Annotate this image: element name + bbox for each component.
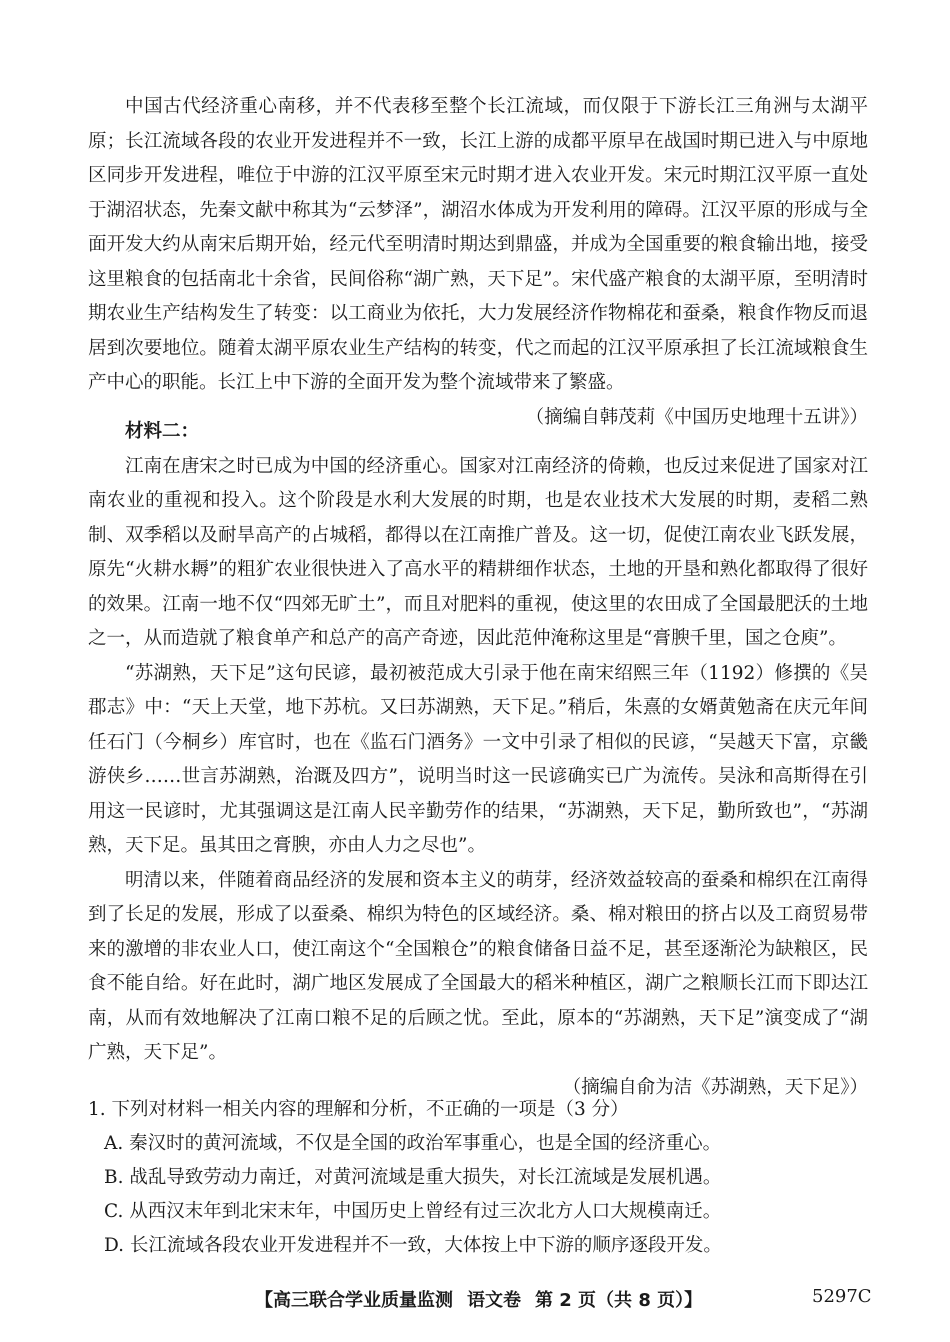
option-c: C. 从西汉末年到北宋末年，中国历史上曾经有过三次北方人口大规模南迁。 xyxy=(104,1201,722,1222)
page-footer xyxy=(0,1286,950,1318)
option-a: A. 秦汉时的黄河流域，不仅是全国的政治军事重心，也是全国的经济重心。 xyxy=(104,1133,722,1154)
material-two-paragraph-3: 明清以来，伴随着商品经济的发展和资本主义的萌芽，经济效益较高的蚕桑和棉织在江南得到了长足的发展，形成了以蚕桑、棉织为特色的区域经济。桑、棉对粮田的挤占以及工商贸易带来的激增的非农业人口，使江南这个“全国粮仓”的粮食储备日益不足，甚至逐渐沦为缺粮区，民食不能自给。好在此时，湖广地区发展成了全国最大的稻米种植区，湖广之粮顺长江而下即达江南，从而有效地解决了江南口粮不足的后顾之忧。至此，原本的“苏湖熟，天下足”演变成了“湖广熟，天下足”。 xyxy=(88,869,868,1063)
material-one-source: （摘编自韩茂莉《中国历史地理十五讲》） xyxy=(525,406,868,428)
option-d: D. 长江流域各段农业开发进程并不一致，大体按上中下游的顺序逐段开发。 xyxy=(104,1235,722,1256)
material-two-source: （摘编自俞为洁《苏湖熟，天下足》） xyxy=(562,1076,868,1098)
question-one xyxy=(88,1093,868,1263)
footer-paper-code: 5297C xyxy=(812,1286,872,1307)
footer-page-number: 第 2 页（共 8 页）】 xyxy=(535,1290,703,1311)
material-two-heading: 材料二： xyxy=(125,421,200,442)
material-two-paragraph-1: 江南在唐宋之时已成为中国的经济重心。国家对江南经济的倚赖，也反过来促进了国家对江南农业的重视和投入。这个阶段是水利大发展的时期，也是农业技术大发展的时期，麦稻二熟制、双季稻以及耐旱高产的占城稻，都得以在江南推广普及。这一切，促使江南农业飞跃发展，原先“火耕水耨”的粗犷农业很快进入了高水平的精耕细作状态，土地的开垦和熟化都取得了很好的效果。江南一地不仅“四郊无旷土”，而且对肥料的重视，使这里的农田成了全国最肥沃的土地之一，从而造就了粮食单产和总产的高产奇迹，因此范仲淹称这里是“膏腴千里，国之仓庾”。 xyxy=(88,455,868,649)
material-one xyxy=(88,90,868,435)
material-one-paragraph: 中国古代经济重心南移，并不代表移至整个长江流域，而仅限于下游长江三角洲与太湖平原；长江流域各段的农业开发进程并不一致，长江上游的成都平原早在战国时期已进入与中原地区同步开发进程，唯位于中游的江汉平原至宋元时期才进入农业开发。宋元时期江汉平原一直处于湖沼状态，先秦文献中称其为“云梦泽”，湖沼水体成为开发利用的障碍。江汉平原的形成与全面开发大约从南宋后期开始，经元代至明清时期达到鼎盛，并成为全国重要的粮食输出地，接受这里粮食的包括南北十余省，民间俗称“湖广熟，天下足”。宋代盛产粮食的太湖平原，至明清时期农业生产结构发生了转变：以工商业为依托，大力发展经济作物棉花和蚕桑，粮食作物反而退居到次要地位。随着太湖平原农业生产结构的转变，代之而起的江汉平原承担了长江流域粮食生产中心的职能。长江上中下游的全面开发为整个流域带来了繁盛。 xyxy=(88,96,868,393)
footer-subject: 语文卷 xyxy=(467,1290,521,1311)
question-stem: 1. 下列对材料一相关内容的理解和分析，不正确的一项是（3 分） xyxy=(88,1099,629,1120)
footer-exam-info xyxy=(255,1286,702,1312)
footer-exam-name: 【高三联合学业质量监测 xyxy=(255,1290,453,1311)
material-two-paragraph-2: “苏湖熟，天下足”这句民谚，最初被范成大引录于他在南宋绍熙三年（1192）修撰的《吴郡志》中：“天上天堂，地下苏杭。又曰苏湖熟，天下足。”稍后，朱熹的女婿黄勉斋在庆元年间任石门（今桐乡）库官时，也在《监石门酒务》一文中引录了相似的民谚，“吴越天下富，京畿游侠乡……世言苏湖熟，治溉及四方”，说明当时这一民谚确实已广为流传。吴泳和高斯得在引用这一民谚时，尤其强调这是江南人民辛勤劳作的结果，“苏湖熟，天下足，勤所致也”，“苏湖熟，天下足。虽其田之膏腴，亦由人力之尽也”。 xyxy=(88,662,868,856)
material-two xyxy=(88,415,868,1105)
option-b: B. 战乱导致劳动力南迁，对黄河流域是重大损失，对长江流域是发展机遇。 xyxy=(104,1167,722,1188)
